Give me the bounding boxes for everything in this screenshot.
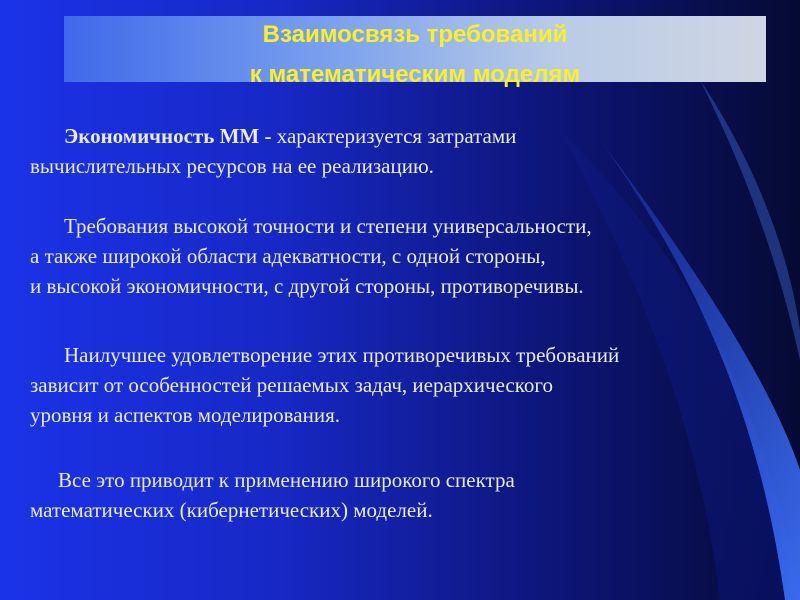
- slide-title-line-2-text: к математическим моделям: [249, 61, 581, 88]
- paragraph-3-line-2: зависит от особенностей решаемых задач, иерархического: [30, 373, 553, 397]
- paragraph-4-line-2: математических (кибернетических) моделей.: [30, 498, 433, 522]
- paragraph-3-line-1: Наилучшее удовлетворение этих противоречивых требований: [64, 343, 620, 367]
- term-economy-definition: характеризуется затратами: [271, 124, 517, 148]
- slide-body: [30, 0, 790, 600]
- paragraph-best-satisfaction: [30, 340, 619, 430]
- paragraph-2-line-3: и высокой экономичности, с другой стороны, противоречивы.: [30, 274, 584, 298]
- paragraph-conclusion: [30, 465, 515, 525]
- slide-title-line-1: Взаимосвязь требований: [262, 21, 568, 48]
- paragraph-1-line-1: [30, 121, 516, 151]
- paragraph-1-line-2: вычислительных ресурсов на ее реализацию.: [30, 154, 434, 178]
- term-economy: Экономичность ММ -: [64, 124, 272, 148]
- paragraph-3-line-3: уровня и аспектов моделирования.: [30, 403, 340, 427]
- paragraph-contradiction: [30, 211, 592, 301]
- paragraph-2-line-2: а также широкой области адекватности, с одной стороны,: [30, 244, 546, 268]
- paragraph-4-line-1: Все это приводит к применению широкого спектра: [58, 468, 515, 492]
- paragraph-economy: [30, 121, 516, 181]
- paragraph-2-line-1: Требования высокой точности и степени универсальности,: [64, 214, 592, 238]
